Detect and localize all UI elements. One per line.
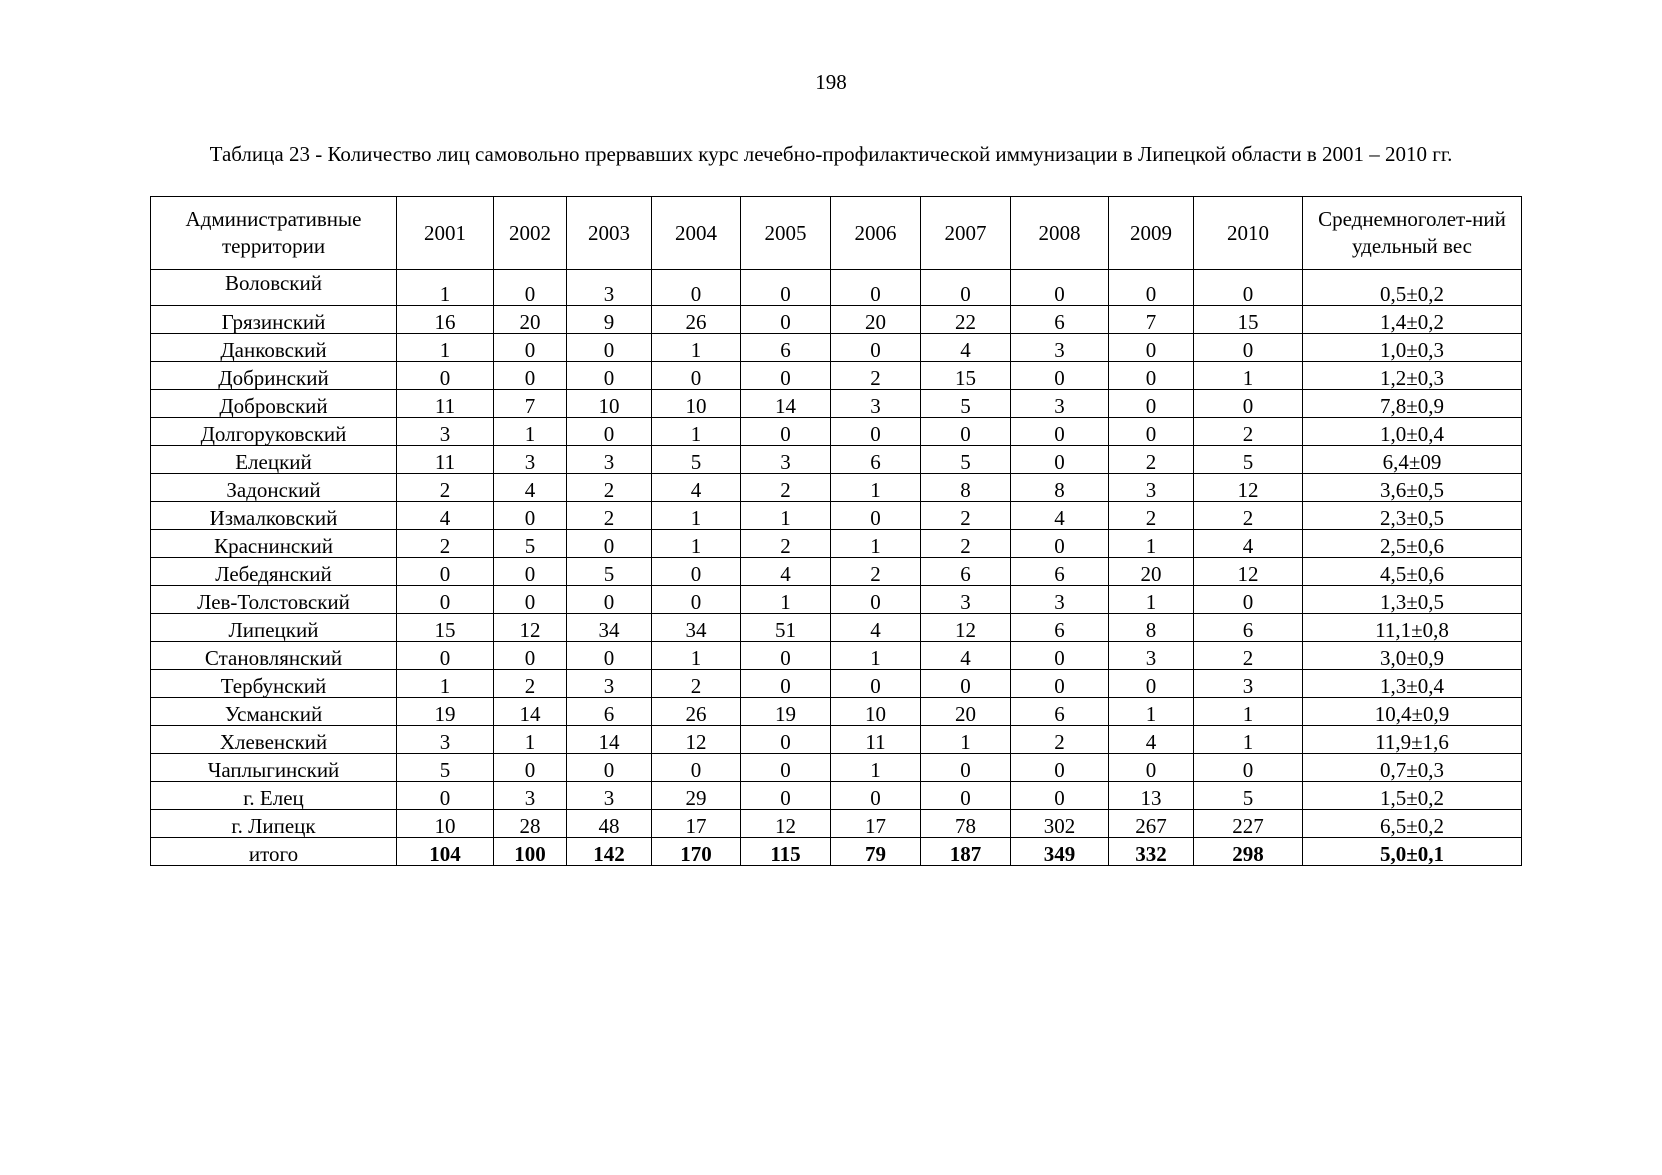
year-value-cell: 0 [567, 754, 652, 782]
total-label-cell: итого [151, 838, 397, 866]
average-share-cell: 1,2±0,3 [1303, 362, 1522, 390]
year-value-cell: 5 [494, 530, 567, 558]
territory-name-cell: Долгоруковский [151, 418, 397, 446]
table-row [151, 558, 1522, 586]
year-value-cell: 0 [397, 782, 494, 810]
average-share-cell: 2,5±0,6 [1303, 530, 1522, 558]
year-value-cell: 0 [652, 754, 741, 782]
territory-name-cell: Хлевенский [151, 726, 397, 754]
year-value-cell: 28 [494, 810, 567, 838]
total-value-cell: 5,0±0,1 [1303, 838, 1522, 866]
year-value-cell: 4 [1011, 502, 1109, 530]
year-value-cell: 0 [494, 754, 567, 782]
year-value-cell: 14 [567, 726, 652, 754]
year-value-cell: 1 [1194, 362, 1303, 390]
year-value-cell: 5 [1194, 446, 1303, 474]
table-header-row [151, 197, 1522, 270]
table-row [151, 726, 1522, 754]
year-value-cell: 6 [831, 446, 921, 474]
territory-name-cell: Становлянский [151, 642, 397, 670]
year-value-cell: 0 [1011, 362, 1109, 390]
average-share-cell: 2,3±0,5 [1303, 502, 1522, 530]
year-value-cell: 4 [494, 474, 567, 502]
year-value-cell: 3 [494, 446, 567, 474]
year-value-cell: 2 [1109, 446, 1194, 474]
year-value-cell: 0 [1109, 754, 1194, 782]
year-value-cell: 1 [652, 418, 741, 446]
year-value-cell: 0 [1194, 586, 1303, 614]
total-value-cell: 332 [1109, 838, 1194, 866]
year-value-cell: 3 [1011, 334, 1109, 362]
table-body [151, 270, 1522, 866]
average-share-cell: 6,5±0,2 [1303, 810, 1522, 838]
year-value-cell: 2 [741, 530, 831, 558]
year-value-cell: 12 [494, 614, 567, 642]
year-value-cell: 0 [397, 642, 494, 670]
year-value-cell: 0 [921, 782, 1011, 810]
average-share-cell: 1,5±0,2 [1303, 782, 1522, 810]
header-year: 2010 [1194, 197, 1303, 270]
average-share-cell: 7,8±0,9 [1303, 390, 1522, 418]
year-value-cell: 0 [1011, 446, 1109, 474]
year-value-cell: 0 [1109, 418, 1194, 446]
year-value-cell: 0 [494, 642, 567, 670]
year-value-cell: 0 [1011, 418, 1109, 446]
year-value-cell: 12 [921, 614, 1011, 642]
year-value-cell: 0 [494, 558, 567, 586]
year-value-cell: 1 [921, 726, 1011, 754]
year-value-cell: 0 [652, 558, 741, 586]
year-value-cell: 26 [652, 698, 741, 726]
average-share-cell: 1,3±0,5 [1303, 586, 1522, 614]
year-value-cell: 0 [1109, 270, 1194, 306]
total-value-cell: 142 [567, 838, 652, 866]
year-value-cell: 12 [1194, 558, 1303, 586]
table-row [151, 418, 1522, 446]
territory-name-cell: Данковский [151, 334, 397, 362]
total-value-cell: 100 [494, 838, 567, 866]
territory-name-cell: Усманский [151, 698, 397, 726]
year-value-cell: 2 [741, 474, 831, 502]
year-value-cell: 0 [652, 270, 741, 306]
average-share-cell: 1,0±0,4 [1303, 418, 1522, 446]
year-value-cell: 17 [652, 810, 741, 838]
year-value-cell: 15 [921, 362, 1011, 390]
year-value-cell: 2 [397, 474, 494, 502]
year-value-cell: 1 [397, 670, 494, 698]
year-value-cell: 4 [831, 614, 921, 642]
average-share-cell: 11,1±0,8 [1303, 614, 1522, 642]
year-value-cell: 0 [1109, 334, 1194, 362]
year-value-cell: 0 [741, 418, 831, 446]
data-table [150, 196, 1522, 866]
year-value-cell: 5 [921, 390, 1011, 418]
year-value-cell: 7 [1109, 306, 1194, 334]
header-year: 2004 [652, 197, 741, 270]
year-value-cell: 11 [831, 726, 921, 754]
year-value-cell: 0 [741, 782, 831, 810]
year-value-cell: 267 [1109, 810, 1194, 838]
year-value-cell: 0 [831, 670, 921, 698]
table-row [151, 614, 1522, 642]
header-year: 2006 [831, 197, 921, 270]
year-value-cell: 0 [831, 782, 921, 810]
year-value-cell: 0 [1011, 530, 1109, 558]
year-value-cell: 20 [921, 698, 1011, 726]
table-row [151, 334, 1522, 362]
year-value-cell: 15 [1194, 306, 1303, 334]
year-value-cell: 0 [494, 586, 567, 614]
year-value-cell: 2 [397, 530, 494, 558]
year-value-cell: 20 [831, 306, 921, 334]
year-value-cell: 1 [397, 334, 494, 362]
year-value-cell: 0 [831, 502, 921, 530]
territory-name-cell: г. Липецк [151, 810, 397, 838]
average-share-cell: 6,4±09 [1303, 446, 1522, 474]
table-row [151, 306, 1522, 334]
year-value-cell: 0 [1194, 390, 1303, 418]
territory-name-cell: Лев-Толстовский [151, 586, 397, 614]
year-value-cell: 2 [1194, 642, 1303, 670]
year-value-cell: 1 [652, 642, 741, 670]
year-value-cell: 51 [741, 614, 831, 642]
year-value-cell: 0 [494, 502, 567, 530]
territory-name-cell: г. Елец [151, 782, 397, 810]
header-territory: Административные территории [151, 197, 397, 270]
year-value-cell: 4 [652, 474, 741, 502]
territory-name-cell: Измалковский [151, 502, 397, 530]
year-value-cell: 34 [567, 614, 652, 642]
year-value-cell: 3 [397, 418, 494, 446]
year-value-cell: 14 [741, 390, 831, 418]
header-year: 2007 [921, 197, 1011, 270]
year-value-cell: 13 [1109, 782, 1194, 810]
year-value-cell: 1 [831, 754, 921, 782]
year-value-cell: 0 [741, 754, 831, 782]
year-value-cell: 1 [652, 334, 741, 362]
year-value-cell: 4 [1109, 726, 1194, 754]
year-value-cell: 2 [567, 474, 652, 502]
table-row [151, 670, 1522, 698]
year-value-cell: 1 [397, 270, 494, 306]
table-row [151, 642, 1522, 670]
territory-name-cell: Воловский [151, 270, 397, 306]
year-value-cell: 48 [567, 810, 652, 838]
year-value-cell: 2 [567, 502, 652, 530]
year-value-cell: 0 [567, 586, 652, 614]
table-row [151, 810, 1522, 838]
year-value-cell: 4 [921, 334, 1011, 362]
year-value-cell: 0 [741, 670, 831, 698]
year-value-cell: 11 [397, 390, 494, 418]
table-row [151, 362, 1522, 390]
header-year: 2003 [567, 197, 652, 270]
year-value-cell: 3 [567, 670, 652, 698]
year-value-cell: 0 [1194, 270, 1303, 306]
year-value-cell: 6 [741, 334, 831, 362]
year-value-cell: 0 [567, 530, 652, 558]
territory-name-cell: Краснинский [151, 530, 397, 558]
year-value-cell: 0 [397, 586, 494, 614]
year-value-cell: 0 [741, 362, 831, 390]
year-value-cell: 0 [831, 334, 921, 362]
year-value-cell: 2 [1109, 502, 1194, 530]
year-value-cell: 17 [831, 810, 921, 838]
year-value-cell: 0 [1011, 642, 1109, 670]
year-value-cell: 12 [652, 726, 741, 754]
year-value-cell: 1 [494, 418, 567, 446]
year-value-cell: 302 [1011, 810, 1109, 838]
average-share-cell: 3,6±0,5 [1303, 474, 1522, 502]
year-value-cell: 0 [397, 362, 494, 390]
year-value-cell: 1 [494, 726, 567, 754]
table-row [151, 390, 1522, 418]
year-value-cell: 0 [1109, 362, 1194, 390]
year-value-cell: 6 [1011, 698, 1109, 726]
year-value-cell: 0 [1011, 270, 1109, 306]
year-value-cell: 29 [652, 782, 741, 810]
year-value-cell: 26 [652, 306, 741, 334]
total-value-cell: 104 [397, 838, 494, 866]
year-value-cell: 10 [831, 698, 921, 726]
year-value-cell: 3 [567, 446, 652, 474]
year-value-cell: 6 [1011, 558, 1109, 586]
year-value-cell: 0 [1109, 670, 1194, 698]
average-share-cell: 0,7±0,3 [1303, 754, 1522, 782]
total-value-cell: 187 [921, 838, 1011, 866]
table-row [151, 586, 1522, 614]
year-value-cell: 0 [1194, 754, 1303, 782]
year-value-cell: 20 [494, 306, 567, 334]
total-value-cell: 298 [1194, 838, 1303, 866]
year-value-cell: 5 [921, 446, 1011, 474]
year-value-cell: 1 [831, 474, 921, 502]
average-share-cell: 1,4±0,2 [1303, 306, 1522, 334]
year-value-cell: 19 [741, 698, 831, 726]
territory-name-cell: Лебедянский [151, 558, 397, 586]
header-year: 2005 [741, 197, 831, 270]
year-value-cell: 2 [1194, 418, 1303, 446]
year-value-cell: 3 [567, 270, 652, 306]
year-value-cell: 1 [652, 502, 741, 530]
territory-name-cell: Добровский [151, 390, 397, 418]
year-value-cell: 11 [397, 446, 494, 474]
header-year: 2009 [1109, 197, 1194, 270]
year-value-cell: 6 [1011, 306, 1109, 334]
year-value-cell: 0 [921, 270, 1011, 306]
total-row [151, 838, 1522, 866]
year-value-cell: 1 [1194, 726, 1303, 754]
year-value-cell: 14 [494, 698, 567, 726]
year-value-cell: 0 [652, 362, 741, 390]
year-value-cell: 8 [921, 474, 1011, 502]
year-value-cell: 0 [494, 334, 567, 362]
year-value-cell: 0 [567, 334, 652, 362]
year-value-cell: 1 [1109, 698, 1194, 726]
year-value-cell: 15 [397, 614, 494, 642]
year-value-cell: 0 [741, 270, 831, 306]
year-value-cell: 9 [567, 306, 652, 334]
year-value-cell: 2 [1194, 502, 1303, 530]
table-caption: Таблица 23 - Количество лиц самовольно прервавших курс лечебно-профилактической иммунизации в Липецкой области в 2001 – 2010 гг. [209, 142, 1453, 166]
year-value-cell: 0 [652, 586, 741, 614]
year-value-cell: 3 [1011, 586, 1109, 614]
year-value-cell: 6 [921, 558, 1011, 586]
average-share-cell: 4,5±0,6 [1303, 558, 1522, 586]
table-row [151, 502, 1522, 530]
year-value-cell: 1 [831, 642, 921, 670]
year-value-cell: 4 [1194, 530, 1303, 558]
average-share-cell: 11,9±1,6 [1303, 726, 1522, 754]
year-value-cell: 12 [741, 810, 831, 838]
year-value-cell: 3 [741, 446, 831, 474]
header-average-share: Среднемноголет-ний удельный вес [1303, 197, 1522, 270]
year-value-cell: 3 [1011, 390, 1109, 418]
year-value-cell: 4 [741, 558, 831, 586]
header-year: 2001 [397, 197, 494, 270]
year-value-cell: 10 [652, 390, 741, 418]
year-value-cell: 34 [652, 614, 741, 642]
year-value-cell: 20 [1109, 558, 1194, 586]
year-value-cell: 12 [1194, 474, 1303, 502]
table-row [151, 530, 1522, 558]
year-value-cell: 1 [741, 502, 831, 530]
year-value-cell: 6 [567, 698, 652, 726]
total-value-cell: 79 [831, 838, 921, 866]
table-row [151, 782, 1522, 810]
year-value-cell: 5 [1194, 782, 1303, 810]
year-value-cell: 0 [567, 418, 652, 446]
average-share-cell: 10,4±0,9 [1303, 698, 1522, 726]
year-value-cell: 1 [1109, 586, 1194, 614]
year-value-cell: 2 [1011, 726, 1109, 754]
year-value-cell: 0 [1011, 754, 1109, 782]
territory-name-cell: Грязинский [151, 306, 397, 334]
year-value-cell: 2 [921, 530, 1011, 558]
year-value-cell: 0 [831, 270, 921, 306]
year-value-cell: 5 [652, 446, 741, 474]
year-value-cell: 4 [397, 502, 494, 530]
table-row [151, 446, 1522, 474]
average-share-cell: 1,3±0,4 [1303, 670, 1522, 698]
territory-name-cell: Задонский [151, 474, 397, 502]
year-value-cell: 2 [652, 670, 741, 698]
year-value-cell: 8 [1109, 614, 1194, 642]
year-value-cell: 0 [1011, 670, 1109, 698]
total-value-cell: 349 [1011, 838, 1109, 866]
year-value-cell: 1 [1194, 698, 1303, 726]
year-value-cell: 3 [567, 782, 652, 810]
year-value-cell: 1 [831, 530, 921, 558]
year-value-cell: 6 [1011, 614, 1109, 642]
territory-name-cell: Добринский [151, 362, 397, 390]
table-row [151, 474, 1522, 502]
year-value-cell: 0 [1194, 334, 1303, 362]
year-value-cell: 0 [921, 670, 1011, 698]
year-value-cell: 3 [1109, 642, 1194, 670]
year-value-cell: 2 [831, 362, 921, 390]
year-value-cell: 3 [397, 726, 494, 754]
year-value-cell: 0 [494, 362, 567, 390]
table-row [151, 698, 1522, 726]
year-value-cell: 0 [741, 642, 831, 670]
total-value-cell: 170 [652, 838, 741, 866]
year-value-cell: 1 [652, 530, 741, 558]
year-value-cell: 19 [397, 698, 494, 726]
year-value-cell: 0 [831, 586, 921, 614]
year-value-cell: 22 [921, 306, 1011, 334]
territory-name-cell: Елецкий [151, 446, 397, 474]
year-value-cell: 3 [921, 586, 1011, 614]
table-row [151, 270, 1522, 306]
year-value-cell: 0 [567, 642, 652, 670]
year-value-cell: 2 [831, 558, 921, 586]
year-value-cell: 10 [397, 810, 494, 838]
year-value-cell: 0 [741, 306, 831, 334]
year-value-cell: 0 [831, 418, 921, 446]
year-value-cell: 16 [397, 306, 494, 334]
year-value-cell: 4 [921, 642, 1011, 670]
total-value-cell: 115 [741, 838, 831, 866]
year-value-cell: 10 [567, 390, 652, 418]
year-value-cell: 0 [921, 418, 1011, 446]
average-share-cell: 0,5±0,2 [1303, 270, 1522, 306]
year-value-cell: 0 [921, 754, 1011, 782]
year-value-cell: 78 [921, 810, 1011, 838]
year-value-cell: 2 [921, 502, 1011, 530]
territory-name-cell: Липецкий [151, 614, 397, 642]
year-value-cell: 3 [831, 390, 921, 418]
year-value-cell: 7 [494, 390, 567, 418]
year-value-cell: 2 [494, 670, 567, 698]
year-value-cell: 5 [397, 754, 494, 782]
year-value-cell: 1 [1109, 530, 1194, 558]
territory-name-cell: Чаплыгинский [151, 754, 397, 782]
table-row [151, 754, 1522, 782]
year-value-cell: 3 [1194, 670, 1303, 698]
year-value-cell: 3 [1109, 474, 1194, 502]
page-number: 198 [815, 70, 847, 94]
year-value-cell: 0 [1109, 390, 1194, 418]
average-share-cell: 3,0±0,9 [1303, 642, 1522, 670]
year-value-cell: 0 [567, 362, 652, 390]
year-value-cell: 3 [494, 782, 567, 810]
header-year: 2008 [1011, 197, 1109, 270]
header-year: 2002 [494, 197, 567, 270]
average-share-cell: 1,0±0,3 [1303, 334, 1522, 362]
year-value-cell: 227 [1194, 810, 1303, 838]
year-value-cell: 0 [1011, 782, 1109, 810]
year-value-cell: 8 [1011, 474, 1109, 502]
year-value-cell: 0 [494, 270, 567, 306]
territory-name-cell: Тербунский [151, 670, 397, 698]
year-value-cell: 6 [1194, 614, 1303, 642]
year-value-cell: 5 [567, 558, 652, 586]
year-value-cell: 0 [397, 558, 494, 586]
year-value-cell: 0 [741, 726, 831, 754]
year-value-cell: 1 [741, 586, 831, 614]
